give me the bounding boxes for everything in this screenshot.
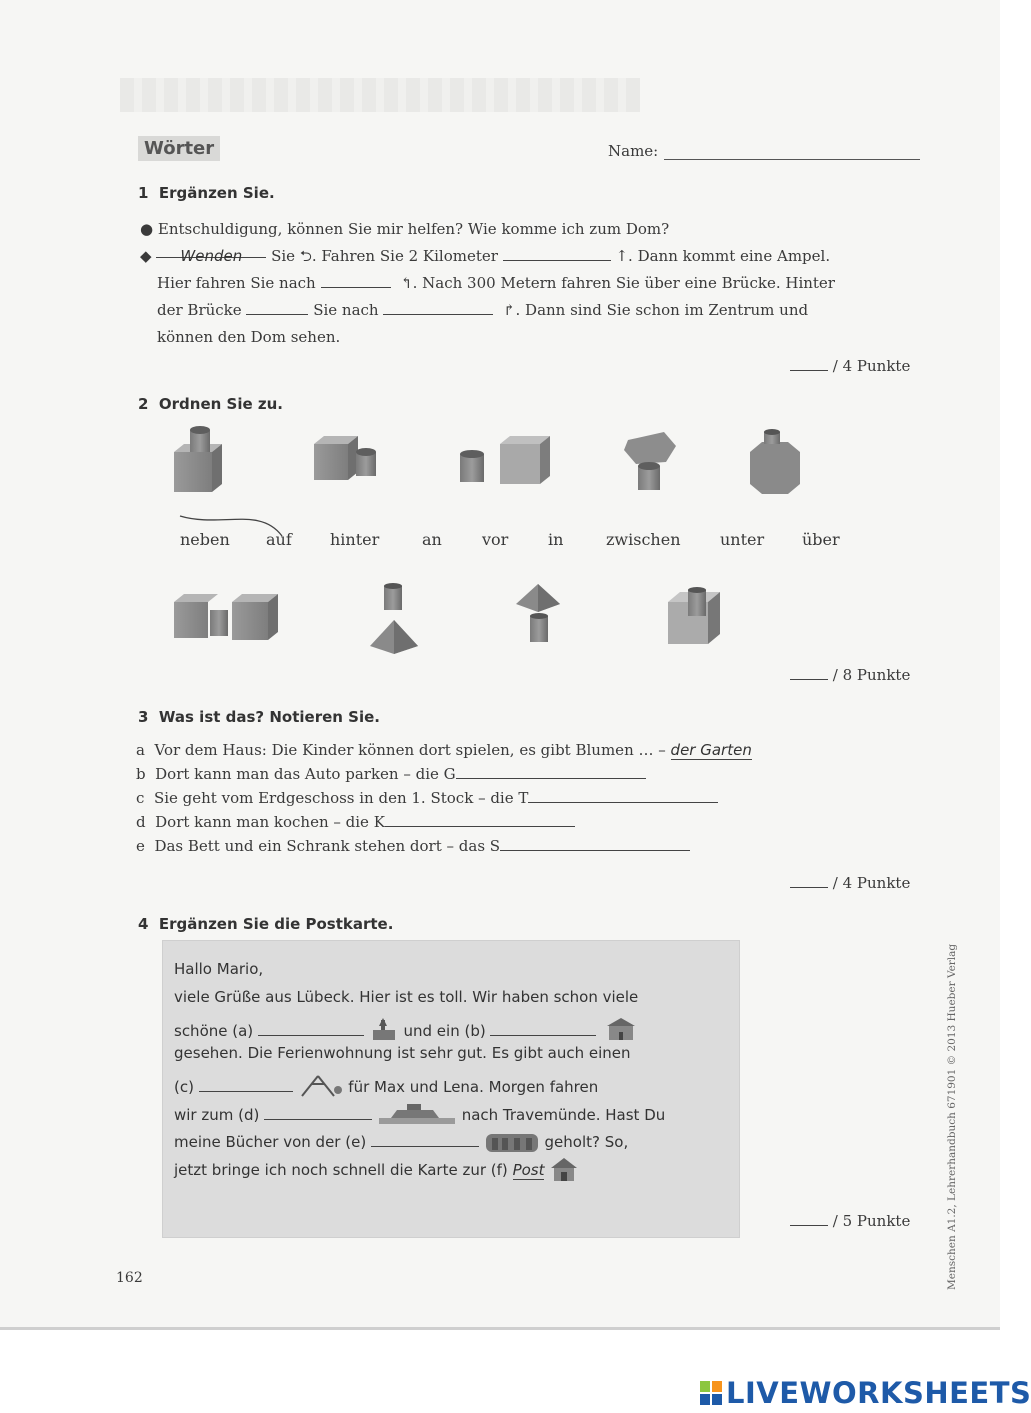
- speaker-diamond-icon: ◆: [140, 247, 152, 265]
- library-icon: [484, 1128, 540, 1154]
- word-unter[interactable]: unter: [720, 530, 765, 549]
- postcard-line8: jetzt bringe ich noch schnell die Karte zur (f) Post: [174, 1156, 579, 1182]
- post-office-icon: [549, 1156, 579, 1182]
- word-neben[interactable]: neben: [180, 530, 230, 549]
- name-label: Name:: [608, 142, 659, 160]
- picture-cylinder-in-cube: [668, 587, 720, 644]
- word-vor[interactable]: vor: [482, 530, 509, 549]
- answer-blank-c[interactable]: [528, 788, 718, 803]
- score-blank[interactable]: [790, 873, 828, 888]
- task1-line1: ◆ Wenden Sie ⮌. Fahren Sie 2 Kilometer ↑. Dann kommt eine Ampel.: [140, 243, 830, 270]
- postcard-line3: schöne (a) und ein (b): [174, 1016, 641, 1042]
- answer-blank-e[interactable]: [500, 836, 690, 851]
- postcard-line7: meine Bücher von der (e) geholt? So,: [174, 1128, 628, 1154]
- task3-item-d: d Dort kann man kochen – die K: [136, 810, 575, 834]
- postcard-line4: gesehen. Die Ferienwohnung ist sehr gut. Es gibt auch einen: [174, 1044, 631, 1062]
- task4-score: / 5 Punkte: [790, 1211, 910, 1230]
- blank-after-bridge[interactable]: [246, 300, 308, 315]
- picture-cylinder-on-cube: [174, 426, 222, 492]
- task3-score: / 4 Punkte: [790, 873, 910, 892]
- position-pictures-row1: [160, 420, 860, 530]
- score-blank[interactable]: [790, 1211, 828, 1226]
- section-label: Wörter: [138, 136, 220, 161]
- word-ueber[interactable]: über: [802, 530, 840, 549]
- postcard-line5: (c) für Max und Lena. Morgen fahren: [174, 1072, 598, 1098]
- blank-left[interactable]: [321, 273, 391, 288]
- u-turn-icon: ⮌: [299, 247, 312, 265]
- answer-blank-b[interactable]: [456, 764, 646, 779]
- playground-icon: [298, 1072, 344, 1098]
- blank-b[interactable]: [490, 1021, 596, 1036]
- score-blank[interactable]: [790, 356, 828, 371]
- postcard-line6: wir zum (d) nach Travemünde. Hast Du: [174, 1100, 665, 1128]
- task3-item-e: e Das Bett und ein Schrank stehen dort – das S: [136, 834, 690, 858]
- picture-cylinder-over-pyramid: [370, 583, 418, 654]
- task1-score: / 4 Punkte: [790, 356, 910, 375]
- task3-item-b: b Dort kann man das Auto parken – die G: [136, 762, 646, 786]
- example-answer-post: Post: [512, 1161, 545, 1179]
- position-pictures-row2: [160, 576, 760, 666]
- name-input-line[interactable]: [664, 159, 920, 160]
- word-hinter[interactable]: hinter: [330, 530, 380, 549]
- example-answer: Wenden: [156, 243, 266, 258]
- task3-item-c: c Sie geht vom Erdgeschoss in den 1. Stock – die T: [136, 786, 718, 810]
- blank-straight[interactable]: [503, 246, 611, 261]
- word-zwischen[interactable]: zwischen: [606, 530, 681, 549]
- castle-icon: [601, 1016, 641, 1042]
- word-auf[interactable]: auf: [266, 530, 292, 549]
- task2-score: / 8 Punkte: [790, 665, 910, 684]
- task4-heading: 4 Ergänzen Sie die Postkarte.: [138, 915, 394, 933]
- liveworksheets-logo[interactable]: [700, 1376, 1031, 1410]
- task1-line4: können den Dom sehen.: [157, 328, 341, 346]
- straight-arrow-icon: ↑: [615, 247, 629, 265]
- task1-line2: Hier fahren Sie nach ↰. Nach 300 Metern fahren Sie über eine Brücke. Hinter: [157, 274, 835, 292]
- blank-right[interactable]: [383, 300, 493, 315]
- blank-d[interactable]: [264, 1105, 372, 1120]
- task2-heading: 2 Ordnen Sie zu.: [138, 395, 283, 413]
- task1-line3: der Brücke Sie nach ↱. Dann sind Sie schon im Zentrum und: [157, 301, 809, 319]
- blank-c[interactable]: [199, 1077, 293, 1092]
- turn-right-icon: ↱: [502, 301, 516, 319]
- logo-grid-icon: [700, 1381, 722, 1405]
- turn-left-icon: ↰: [400, 274, 413, 292]
- logo-text: LIVEWORKSHEETS: [726, 1376, 1031, 1410]
- picture-cylinder-between-cubes: [174, 594, 278, 640]
- example-answer-garten: der Garten: [670, 741, 752, 759]
- task3-heading: 3 Was ist das? Notieren Sie.: [138, 708, 380, 726]
- copyright-side-note: Menschen A1.2, Lehrerhandbuch 671901 © 2013 Hueber Verlag: [946, 943, 958, 1290]
- picture-cylinder-in-box: [750, 429, 800, 494]
- harbour-ship-icon: [377, 1100, 457, 1128]
- page-number: 162: [116, 1270, 143, 1286]
- postcard-greeting: Hallo Mario,: [174, 960, 264, 978]
- bleed-through-text: [120, 78, 640, 112]
- word-an[interactable]: an: [422, 530, 442, 549]
- word-in[interactable]: in: [548, 530, 564, 549]
- blank-e[interactable]: [371, 1132, 479, 1147]
- blank-a[interactable]: [258, 1021, 364, 1036]
- picture-cylinder-next-to-cube: [460, 436, 550, 484]
- task3-item-a: a Vor dem Haus: Die Kinder können dort spielen, es gibt Blumen … – der Garten: [136, 741, 752, 759]
- church-icon: [369, 1018, 399, 1042]
- speaker-circle-icon: ●: [140, 220, 154, 238]
- task1-question: ● Entschuldigung, können Sie mir helfen? Wie komme ich zum Dom?: [140, 220, 670, 238]
- picture-cylinder-under-pyramid: [516, 584, 560, 642]
- picture-cylinder-under-object: [624, 432, 676, 490]
- postcard: [162, 940, 740, 1238]
- picture-cylinder-beside-cube: [314, 436, 376, 480]
- postcard-line2: viele Grüße aus Lübeck. Hier ist es toll. Wir haben schon viele: [174, 988, 639, 1006]
- score-blank[interactable]: [790, 665, 828, 680]
- answer-blank-d[interactable]: [385, 812, 575, 827]
- task1-heading: 1 Ergänzen Sie.: [138, 184, 275, 202]
